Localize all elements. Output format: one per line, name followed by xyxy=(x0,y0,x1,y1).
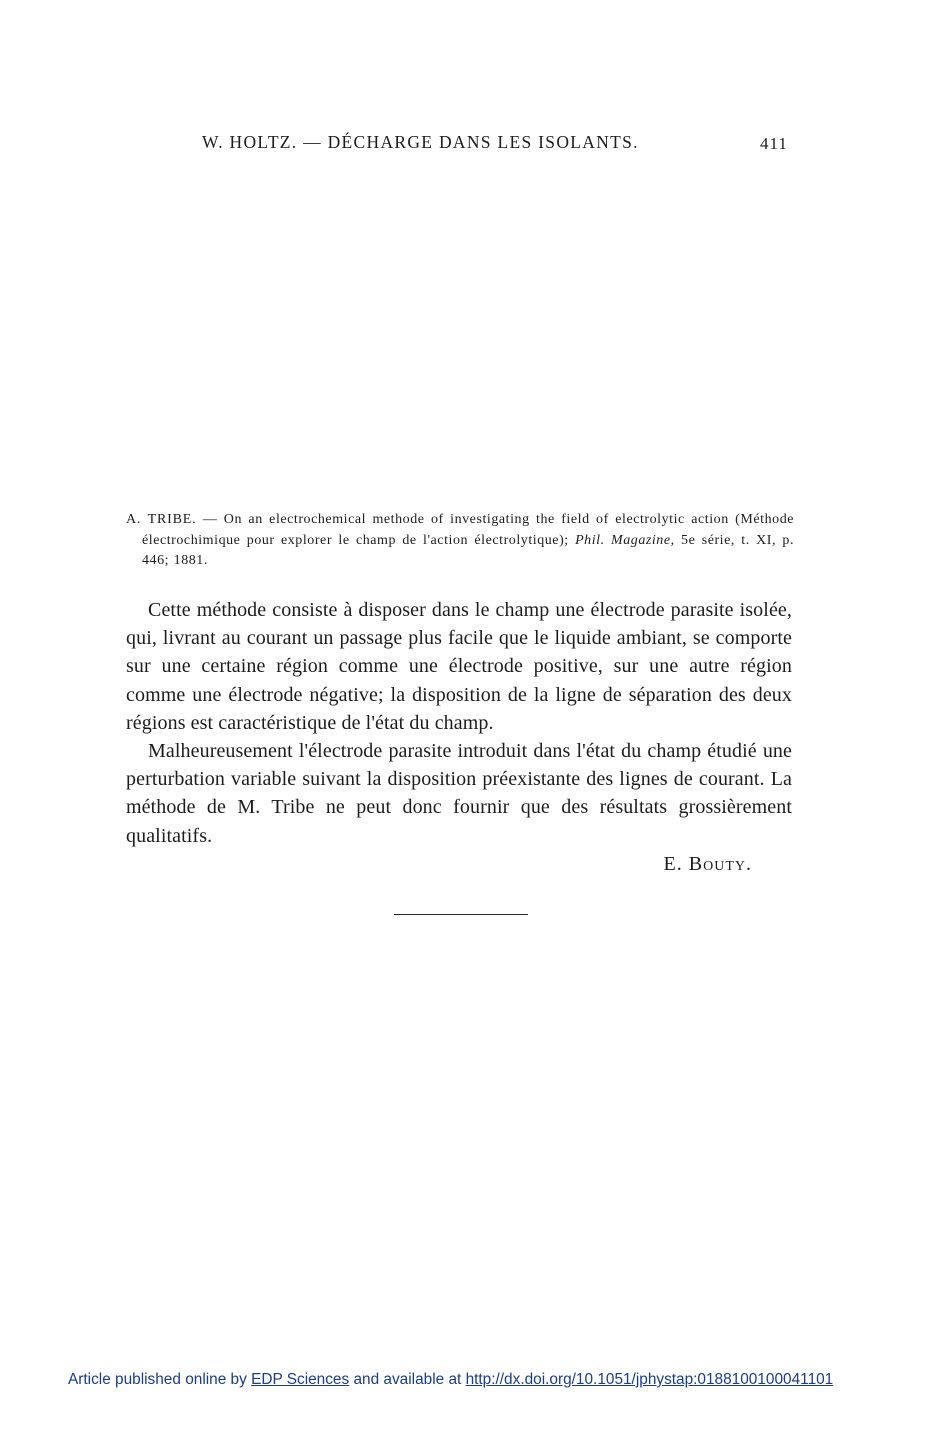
running-head xyxy=(0,132,930,158)
signature-name: E. Bouty. xyxy=(663,852,752,875)
body-paragraph-1: Cette méthode consiste à disposer dans le champ une électrode parasite isolée, qui, livrant au courant un passage plus facile que le liquide ambiant, se comporte sur une certaine région comme une électrode positive, sur une autre région comme une électrode négative; la disposition de la ligne de séparation des deux régions est caractéristique de l'état du champ. xyxy=(126,599,792,734)
author-signature xyxy=(126,850,792,878)
doi-link[interactable]: http://dx.doi.org/10.1051/jphystap:0188100100041101 xyxy=(465,1371,834,1388)
publication-footer xyxy=(68,1371,833,1389)
page-number: 411 xyxy=(760,134,788,153)
publisher-link[interactable]: EDP Sciences xyxy=(251,1371,350,1388)
article-body xyxy=(126,596,792,878)
reference-details: 5e série, t. XI, p. 446; 1881. xyxy=(142,532,795,568)
bibliographic-reference xyxy=(126,510,794,572)
running-title: W. HOLTZ. — DÉCHARGE DANS LES ISOLANTS. xyxy=(202,132,639,152)
reference-journal: Phil. Magazine, xyxy=(575,532,675,548)
end-rule-divider xyxy=(394,914,528,915)
footer-middle: and available at xyxy=(349,1371,466,1388)
reference-author: A. TRIBE. xyxy=(126,512,197,527)
body-paragraph-2: Malheureusement l'électrode parasite introduit dans l'état du champ étudié une perturbation variable suivant la disposition préexistante des lignes de courant. La méthode de M. Tribe ne peut donc fournir que des résultats grossièrement qualitatifs. xyxy=(126,740,792,847)
footer-prefix: Article published online by xyxy=(68,1371,252,1388)
reference-title: — On an electrochemical methode of investigating the field of electrolytic action (Méthode électrochimique pour explorer le champ de l'action électrolytique); xyxy=(142,512,795,548)
